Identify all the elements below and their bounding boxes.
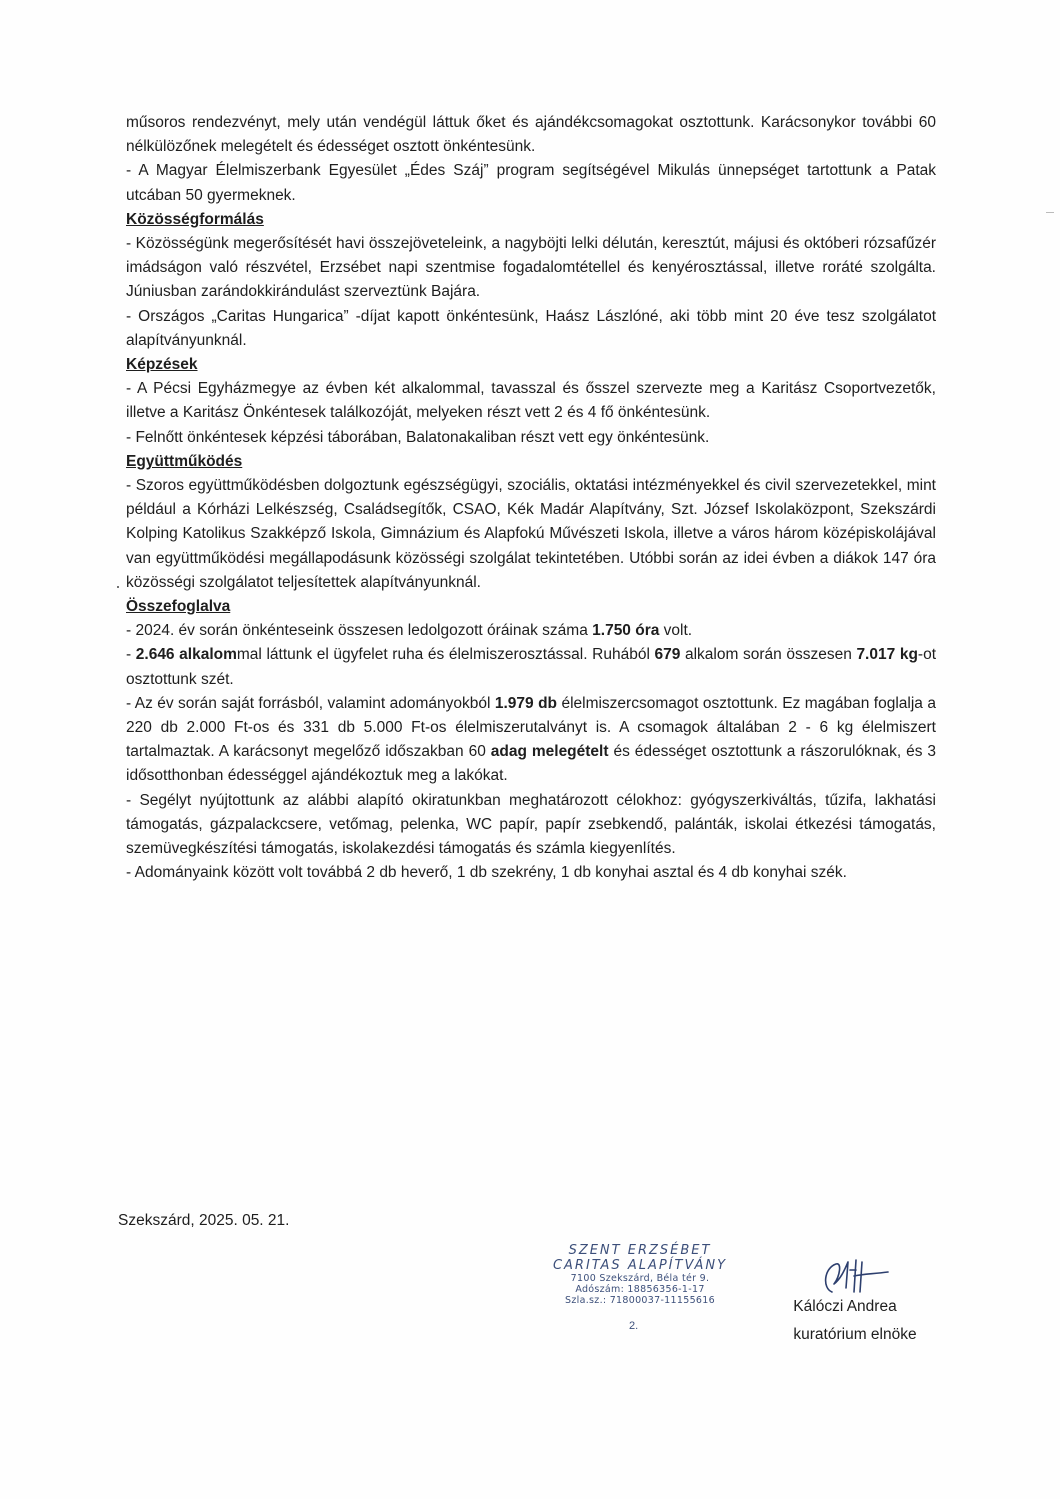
section-title-kepzesek: Képzések — [126, 356, 198, 374]
stamp-account-number: Szla.sz.: 71800037-11155616 — [565, 1295, 715, 1306]
text-run: volt. — [659, 622, 693, 640]
intro-paragraph-1: műsoros rendezvényt, mely után vendégül láttuk őket és ajándékcsomagokat osztottunk. Karácsonykor további 60 nélkülözőnek melegételt és édességet osztott önkéntesünk. — [126, 114, 936, 156]
stamp-address: 7100 Szekszárd, Béla tér 9. — [570, 1273, 710, 1284]
osszefoglalva-line-2 — [126, 643, 936, 691]
bold-value: adag melegételt — [490, 743, 609, 761]
text-run: -ot osztottunk szét. — [126, 646, 937, 688]
scan-dot — [117, 586, 119, 588]
stamp-line-1: SZENT ERZSÉBET — [568, 1243, 712, 1258]
section-title-osszefoglalva: Összefoglalva — [126, 598, 231, 616]
organization-stamp — [540, 1243, 740, 1306]
stamp-tax-number: Adószám: 18856356-1-17 — [575, 1284, 705, 1295]
document-body — [126, 111, 936, 886]
text-run: alkalom során összesen — [680, 646, 857, 664]
intro-paragraph-2: - A Magyar Élelmiszerbank Egyesület „Édes Száj” program segítségével Mikulás ünnepséget tartottunk a Patak utcában 50 gyermeknek. — [126, 162, 936, 204]
bold-value: 679 — [654, 646, 681, 664]
text-run: mal láttunk el ügyfelet ruha és élelmiszerosztással. Ruhából — [236, 646, 655, 664]
section-title-egyuttmukodes: Együttműködés — [126, 452, 243, 470]
osszefoglalva-line-3 — [126, 692, 936, 789]
signatory-title: kuratórium elnöke — [793, 1326, 917, 1343]
kepzesek-paragraph-1: - A Pécsi Egyházmegye az évben két alkalommal, tavasszal és ősszel szervezte meg a Karitász Csoportvezetők, illetve a Karitász Önkéntesek találkozóját, melyeken részt vett 2 és 4 fő önkéntesünk. — [126, 380, 936, 422]
signatory-name: Kálóczi Andrea — [793, 1298, 897, 1315]
kepzesek-paragraph-2: - Felnőtt önkéntesek képzési táborában, Balatonakaliban részt vett egy önkéntesünk. — [126, 428, 710, 446]
text-run: és édességet osztottunk a rászorulóknak, és 3 idősotthonban édességgel ajándékoztuk meg a lakókat. — [126, 743, 936, 785]
section-title-kozossegformalas: Közösségformálás — [126, 210, 264, 228]
bold-value: 1.750 óra — [592, 622, 660, 640]
egyuttmukodes-paragraph-1: - Szoros együttműködésben dolgoztunk egészségügyi, szociális, oktatási intézményekkel és civil szervezetekkel, mint például a Kórházi Lelkészség, Családsegítők, CSAO, Kék Madár Alapítvány, Szt. József Iskolaközpont, Szekszárdi Kolping Katolikus Szakképző Iskola, Gimnázium és Alapfokú Művészeti Iskola, illetve a város három középiskolájával van együttműködési megállapodásunk közösségi szolgálat tekintetében. Utóbbi során az idei évben a diákok 147 óra közösségi szolgálatot teljesítettek alapítványunknál. — [126, 477, 936, 591]
signature-icon — [812, 1258, 892, 1298]
kozossegformalas-paragraph-2: - Országos „Caritas Hungarica” -díjat kapott önkéntesünk, Haász Lászlóné, aki több mint 20 éve tesz szolgálatot alapítványunknál. — [126, 307, 936, 349]
intro-block — [126, 111, 936, 208]
stamp-line-2: CARITAS ALAPÍTVÁNY — [552, 1258, 728, 1273]
osszefoglalva-line-4: - Segélyt nyújtottunk az alábbi alapító okiratunkban meghatározott célokhoz: gyógyszerkiváltás, tűzifa, lakhatási támogatás, gázpalackcsere, vetőmag, pelenka, WC papír, papír zsebkendő, palánták, iskolai étkezési támogatás, szemüvegkészítési támogatás, iskolakezdési támogatás és számla kiegyenlítés. — [126, 791, 936, 858]
date-place: Szekszárd, 2025. 05. 21. — [118, 1212, 290, 1229]
page-number: 2. — [629, 1320, 639, 1332]
osszefoglalva-line-1 — [126, 619, 936, 643]
bold-value: 1.979 db — [494, 694, 558, 712]
text-run: - — [126, 646, 136, 664]
text-run: - Az év során saját forrásból, valamint adományokból — [126, 694, 495, 712]
kozossegformalas-paragraph-1: - Közösségünk megerősítését havi összejöveteleink, a nagyböjti lelki délután, keresztút, májusi és októberi rózsafűzér imádságon való részvétel, Erzsébet napi szentmise fogadalomtétellel és kenyérosztással, illetve roráté szolgálta. Júniusban zarándokkirándulást szerveztünk Bajára. — [126, 235, 936, 301]
bold-value: 2.646 alkalom — [135, 646, 237, 664]
text-run: élelmiszercsomagot osztottunk. Ez magában foglalja a 220 db 2.000 Ft-os és 331 db 5.000 Ft-os élelmiszerutalványt is. A csomagok általában 2 - 6 kg élelmiszert tartalmaztak. A karácsonyt megelőző időszakban 60 — [126, 694, 936, 761]
osszefoglalva-line-5: - Adományaink között volt továbbá 2 db heverő, 1 db szekrény, 1 db konyhai asztal és 4 db konyhai szék. — [126, 864, 847, 882]
text-run: - 2024. év során önkénteseink összesen ledolgozott óráinak száma — [126, 622, 593, 640]
bold-value: 7.017 kg — [856, 646, 918, 664]
scan-mark — [1046, 212, 1054, 213]
